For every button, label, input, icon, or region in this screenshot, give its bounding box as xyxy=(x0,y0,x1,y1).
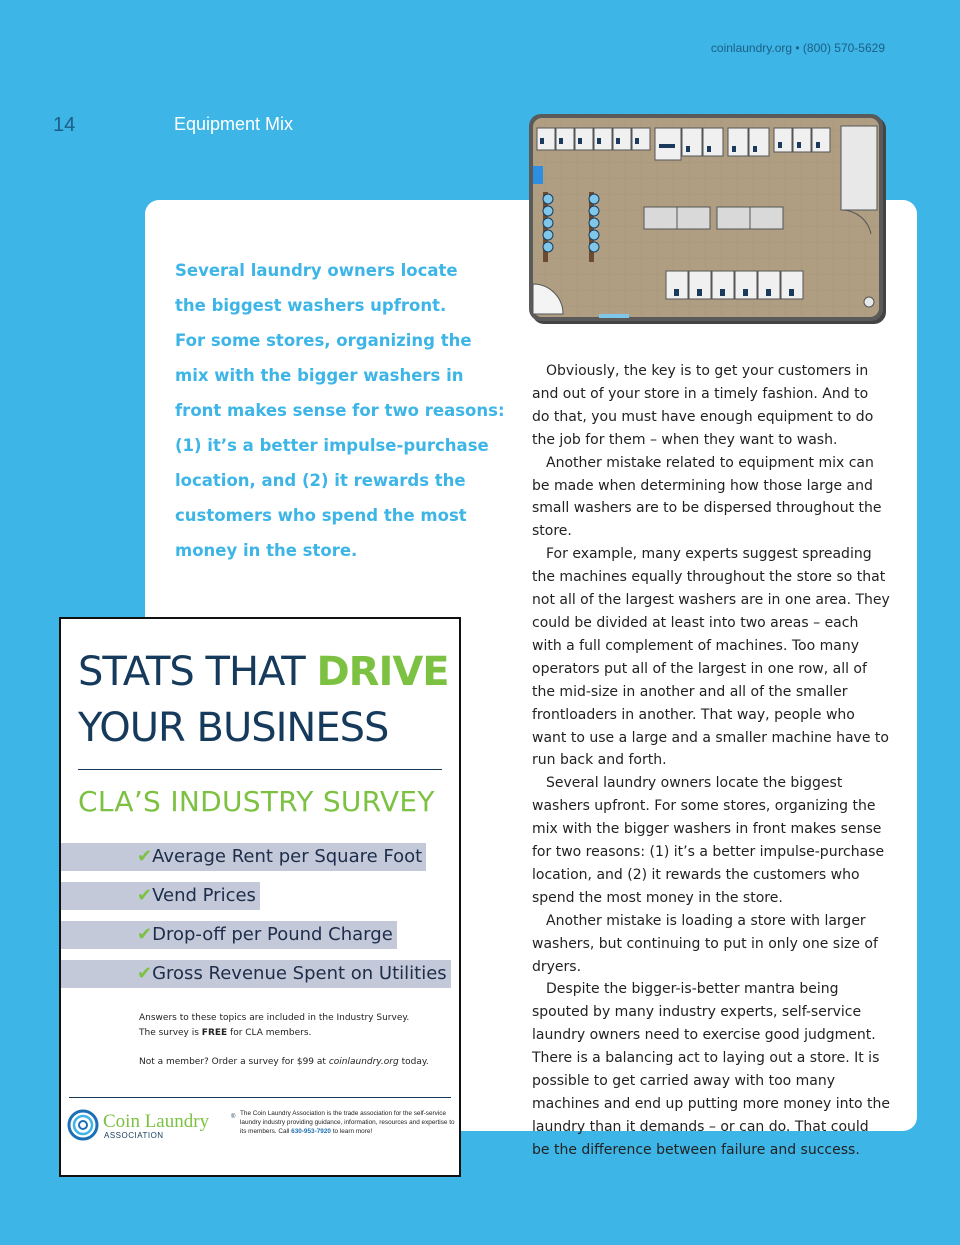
pull-quote-line: location, and (2) it rewards the xyxy=(175,471,466,490)
survey-topic-label: Vend Prices xyxy=(152,885,256,906)
laundromat-floorplan-illustration xyxy=(529,114,887,325)
cla-phone[interactable]: 630-953-7920 xyxy=(291,1128,331,1135)
pull-quote-line: money in the store. xyxy=(175,541,358,560)
ad-headline-part1: STATS THAT xyxy=(78,649,317,695)
ad-website-link[interactable]: coinlaundry.org xyxy=(328,1057,399,1067)
survey-topic-item xyxy=(61,921,397,949)
free-label: FREE xyxy=(201,1028,228,1038)
ad-note-line2-suffix: for CLA members. xyxy=(227,1028,312,1038)
survey-topic-label: Gross Revenue Spent on Utilities xyxy=(152,963,447,984)
ad-headline xyxy=(78,644,449,756)
body-paragraph: Another mistake is loading a store with larger washers, but continuing to put in only one size of dryers. xyxy=(532,912,878,975)
ad-headline-line2: YOUR BUSINESS xyxy=(78,705,389,751)
pull-quote-line: the biggest washers upfront. xyxy=(175,296,447,315)
check-icon: ✔ xyxy=(137,963,153,984)
section-title: Equipment Mix xyxy=(174,114,294,134)
article-body xyxy=(532,360,890,1162)
ad-order-prefix: Not a member? Order a survey for $99 at xyxy=(139,1057,329,1067)
cla-description xyxy=(240,1109,455,1136)
pull-quote-line: Several laundry owners locate xyxy=(175,261,458,280)
survey-topic-item xyxy=(61,843,426,871)
cla-logo xyxy=(67,1105,237,1145)
ad-note-line1: Answers to these topics are included in the Industry Survey. xyxy=(139,1013,410,1023)
check-icon: ✔ xyxy=(137,846,153,867)
header-contact: coinlaundry.org • (800) 570-5629 xyxy=(710,41,885,55)
cla-description-text: The Coin Laundry Association is the trade association for the self-service laundry industry providing guidance, information, resources and expertise to its members. Call xyxy=(240,1110,455,1135)
washer-row xyxy=(666,271,803,299)
ad-note-line2-prefix: The survey is xyxy=(139,1028,202,1038)
body-paragraph: For example, many experts suggest spreading the machines equally throughout the store so that not all of the largest washers are in one area. They could be divided at least into two areas – each with a full complement of machines. Too many operators put all of the largest in one row, all of the mid-size in another and all of the smaller frontloaders in another. That way, people who want to use a large and a smaller machine have to run back and forth. xyxy=(532,546,890,769)
body-paragraph: Several laundry owners locate the biggest washers upfront. For some stores, organizing the mix with the bigger washers in front makes sense for two reasons: (1) it’s a better impulse-purchase location, and (2) it rewards the customers who spend the most money in the store. xyxy=(532,775,885,906)
pull-quote xyxy=(175,253,505,568)
survey-topic-item xyxy=(61,882,260,910)
ad-headline-accent: DRIVE xyxy=(316,649,449,695)
cla-logo-word-coin: Coin Laundry xyxy=(103,1111,210,1132)
page-number: 14 xyxy=(53,114,76,136)
survey-topic-item xyxy=(61,960,451,988)
ad-order-suffix: today. xyxy=(398,1057,429,1067)
ad-note xyxy=(139,1011,409,1041)
ad-order-note xyxy=(139,1057,429,1067)
pull-quote-line: customers who spend the most xyxy=(175,506,467,525)
ad-footer-divider xyxy=(69,1097,451,1098)
cla-logo-subtitle: ASSOCIATION xyxy=(104,1131,164,1140)
survey-topic-list xyxy=(61,843,451,999)
ad-subhead: CLA’S INDUSTRY SURVEY xyxy=(78,785,435,818)
pull-quote-line: mix with the bigger washers in xyxy=(175,366,464,385)
check-icon: ✔ xyxy=(137,924,153,945)
cla-logo-mark: ® xyxy=(231,1114,236,1120)
survey-topic-label: Drop-off per Pound Charge xyxy=(152,924,393,945)
survey-advertisement[interactable] xyxy=(59,617,461,1177)
check-icon: ✔ xyxy=(137,885,153,906)
pull-quote-line: front makes sense for two reasons: xyxy=(175,401,505,420)
pull-quote-line: (1) it’s a better impulse-purchase xyxy=(175,436,489,455)
ad-divider xyxy=(78,769,442,770)
cla-logo-icon xyxy=(69,1111,97,1139)
pull-quote-line: For some stores, organizing the xyxy=(175,331,472,350)
body-paragraph: Despite the bigger-is-better mantra being spouted by many industry experts, self-service laundry owners need to exercise good judgment. There is a balancing act to laying out a store. It is possible to get carried away with too many machines and end up putting more money into the laundry than it demands – or can do. That could be the difference between failure and success. xyxy=(532,981,890,1158)
body-paragraph: Another mistake related to equipment mix can be made when determining how those large and small washers are to be dispersed throughout the store. xyxy=(532,454,882,540)
body-paragraph: Obviously, the key is to get your customers in and out of your store in a timely fashion. And to do that, you must have enough equipment to do the job for them – when they want to wash. xyxy=(532,363,874,448)
cla-description-suffix: to learn more! xyxy=(330,1128,373,1135)
survey-topic-label: Average Rent per Square Foot xyxy=(152,846,423,867)
